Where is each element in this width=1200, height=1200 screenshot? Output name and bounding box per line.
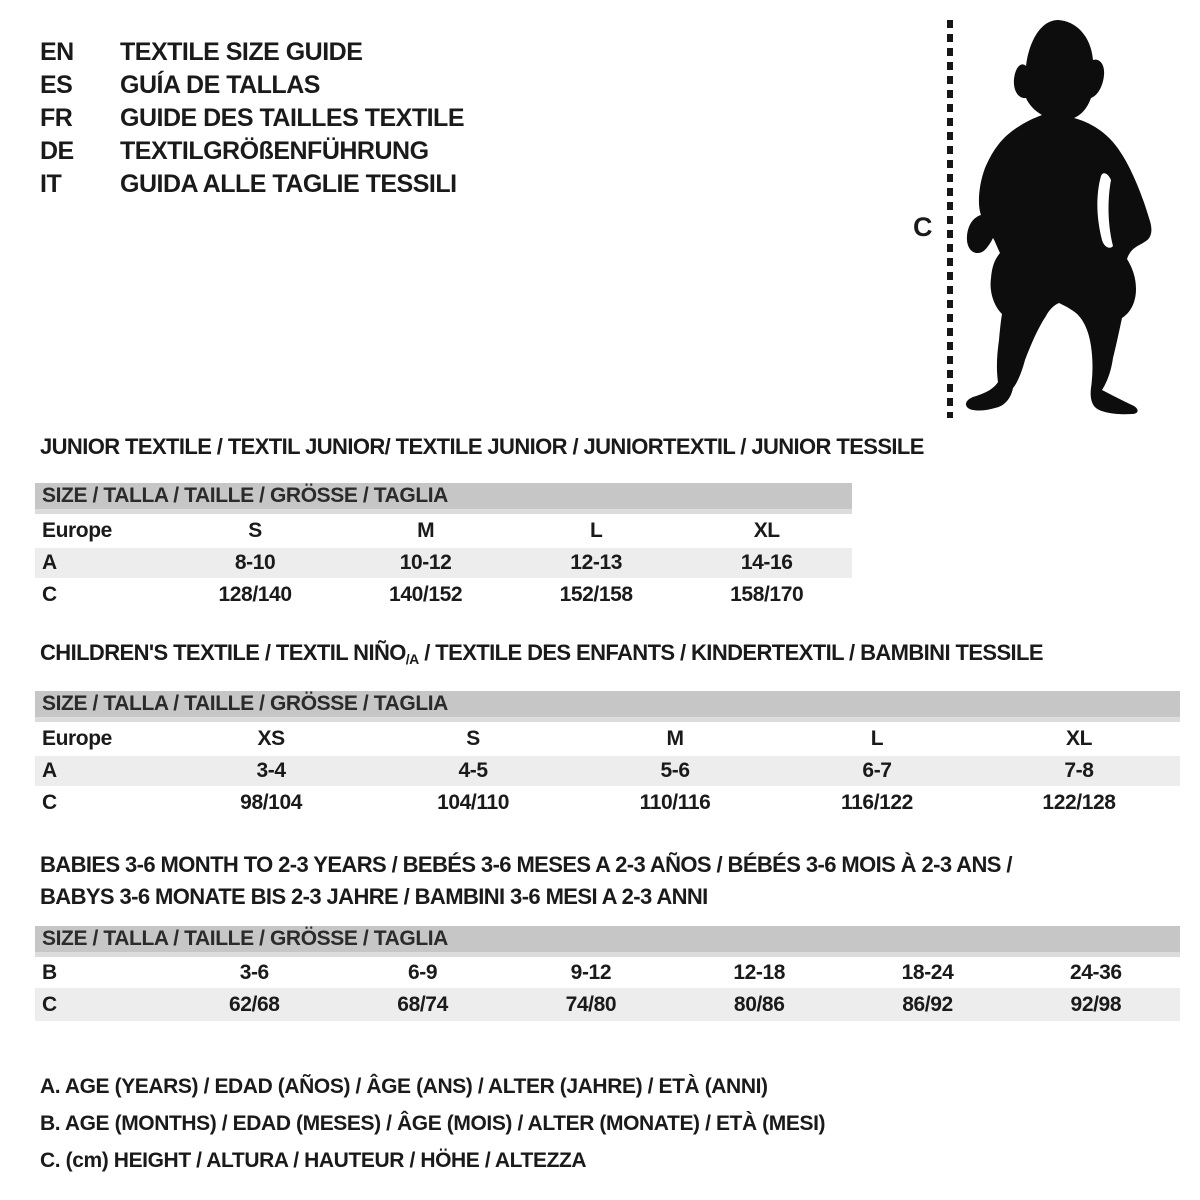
height-cell: 98/104: [240, 790, 303, 814]
toddler-silhouette-path: [966, 20, 1151, 414]
age-cell: 6-9: [408, 960, 438, 984]
legend-line-height-cm: C. (cm) HEIGHT / ALTURA / HAUTEUR / HÖHE / ALTEZZA: [40, 1149, 587, 1172]
size-cell: S: [466, 727, 480, 750]
height-cell: 86/92: [843, 988, 1011, 1021]
height-cell: 110/116: [639, 790, 711, 814]
junior-size-table: [35, 483, 852, 611]
height-cell: 140/152: [389, 582, 463, 606]
section-title-junior: JUNIOR TEXTILE / TEXTIL JUNIOR/ TEXTILE JUNIOR / JUNIORTEXTIL / JUNIOR TESSILE: [40, 434, 924, 459]
babies-size-table: [35, 926, 1180, 1021]
height-cell: 104/110: [437, 790, 510, 814]
height-cell: 80/86: [675, 988, 843, 1021]
size-cell: L: [870, 727, 884, 750]
language-row-es: [40, 69, 464, 102]
language-title: TEXTILE SIZE GUIDE: [120, 38, 363, 66]
size-cell: L: [589, 519, 603, 542]
age-cell: 14-16: [681, 548, 852, 578]
language-code: ES: [40, 71, 73, 99]
height-cell: 128/140: [218, 582, 292, 606]
size-cell: XS: [257, 727, 285, 750]
height-cell: 116/122: [841, 790, 913, 814]
language-row-fr: [40, 102, 464, 135]
section-title-babies: [40, 849, 1012, 913]
row-label: Europe: [42, 519, 112, 542]
height-cell: 74/80: [507, 988, 675, 1021]
language-title: GUÍA DE TALLAS: [120, 71, 320, 99]
children-title-text: / TEXTILE DES ENFANTS / KINDERTEXTIL / BAMBINI TESSILE: [418, 640, 1043, 665]
children-title-subscript: /A: [405, 651, 419, 667]
age-cell: 12-13: [511, 548, 682, 578]
language-code: EN: [40, 38, 74, 66]
children-title-text: CHILDREN'S TEXTILE / TEXTIL NIÑO: [40, 640, 406, 665]
height-cell: 122/128: [1042, 790, 1116, 814]
row-label: A: [35, 548, 170, 578]
age-cell: 5-6: [574, 756, 776, 786]
language-title: GUIDA ALLE TAGLIE TESSILI: [120, 170, 457, 198]
size-header-label: SIZE / TALLA / TAILLE / GRÖSSE / TAGLIA: [35, 483, 852, 512]
size-header-row: [35, 926, 1180, 955]
height-cell: 68/74: [338, 988, 506, 1021]
row-label: Europe: [42, 727, 112, 750]
table-row-height-cm: [35, 786, 1180, 819]
age-cell: 4-5: [372, 756, 574, 786]
row-label: C: [35, 988, 170, 1021]
age-cell: 7-8: [978, 756, 1180, 786]
measurement-legend: [40, 1068, 825, 1179]
table-row-age-years: [35, 548, 852, 578]
age-cell: 12-18: [733, 960, 786, 984]
height-cell: 152/158: [559, 582, 633, 606]
table-row-age-months: [35, 955, 1180, 989]
size-cell: M: [666, 727, 684, 750]
row-label: C: [42, 582, 57, 606]
language-list: [40, 36, 464, 201]
babies-title-line2: BABYS 3-6 MONATE BIS 2-3 JAHRE / BAMBINI 3-6 MESI A 2-3 ANNI: [40, 884, 708, 909]
section-title-children: [40, 640, 1043, 666]
row-label: A: [35, 756, 170, 786]
table-row-height-cm: [35, 578, 852, 611]
height-cell: 62/68: [170, 988, 338, 1021]
language-code: DE: [40, 137, 74, 165]
language-row-de: [40, 135, 464, 168]
language-row-it: [40, 168, 464, 201]
size-header-label: SIZE / TALLA / TAILLE / GRÖSSE / TAGLIA: [35, 691, 1180, 720]
language-title: GUIDE DES TAILLES TEXTILE: [120, 104, 465, 132]
age-cell: 8-10: [170, 548, 341, 578]
size-header-row: [35, 691, 1180, 720]
toddler-silhouette-image: [955, 14, 1160, 418]
age-cell: 6-7: [776, 756, 978, 786]
language-title: TEXTILGRÖßENFÜHRUNG: [120, 137, 429, 165]
height-measure-dashed-line: [947, 20, 953, 418]
size-cell: XL: [753, 519, 780, 542]
age-cell: 3-4: [170, 756, 372, 786]
language-code: IT: [40, 170, 62, 198]
age-cell: 9-12: [570, 960, 612, 984]
size-cell: XL: [1065, 727, 1093, 750]
row-label: C: [42, 790, 57, 814]
table-row-europe: [35, 720, 1180, 757]
children-size-table: [35, 691, 1180, 819]
size-header-row: [35, 483, 852, 512]
table-row-height-cm: [35, 988, 1180, 1021]
age-cell: 3-6: [239, 960, 269, 984]
table-row-europe: [35, 512, 852, 549]
language-row-en: [40, 36, 464, 69]
age-cell: 24-36: [1069, 960, 1122, 984]
legend-line-age-years: A. AGE (YEARS) / EDAD (AÑOS) / ÂGE (ANS) / ALTER (JAHRE) / ETÀ (ANNI): [40, 1075, 768, 1098]
legend-line-age-months: B. AGE (MONTHS) / EDAD (MESES) / ÂGE (MOIS) / ALTER (MONATE) / ETÀ (MESI): [40, 1112, 826, 1135]
age-cell: 18-24: [901, 960, 954, 984]
height-cell: 92/98: [1012, 988, 1180, 1021]
language-code: FR: [40, 104, 73, 132]
babies-title-line1: BABIES 3-6 MONTH TO 2-3 YEARS / BEBÉS 3-6 MESES A 2-3 AÑOS / BÉBÉS 3-6 MOIS À 2-3 ANS /: [40, 852, 1012, 877]
row-label: B: [42, 960, 57, 984]
size-cell: M: [417, 519, 435, 542]
size-header-label: SIZE / TALLA / TAILLE / GRÖSSE / TAGLIA: [35, 926, 1180, 955]
table-row-age-years: [35, 756, 1180, 786]
age-cell: 10-12: [340, 548, 511, 578]
height-cell: 158/170: [730, 582, 804, 606]
size-cell: S: [248, 519, 262, 542]
height-measure-label: C: [913, 212, 933, 242]
